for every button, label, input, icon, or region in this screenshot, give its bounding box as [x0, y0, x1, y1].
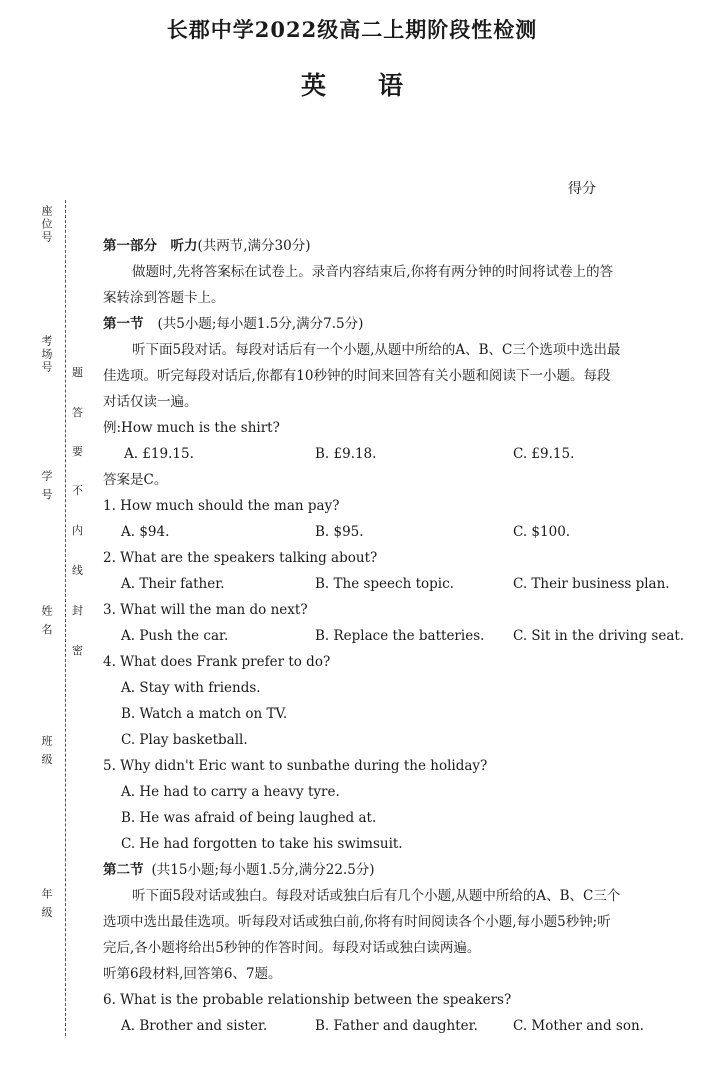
question-5: 5. Why didn't Eric want to sunbathe during the holiday? [103, 758, 488, 774]
q6-option-c: C. Mother and son. [513, 1018, 644, 1034]
q1-option-b: B. $95. [315, 524, 364, 540]
section2-instruction-line: 听下面5段对话或独白。每段对话或独白后有几个小题,从题中所给的A、B、C三个 [132, 888, 621, 904]
warning-char: 密 [72, 644, 83, 657]
example-option-c: C. £9.15. [513, 446, 575, 462]
question-3: 3. What will the man do next? [103, 602, 308, 618]
warning-char: 答 [72, 406, 83, 419]
section1-heading [103, 315, 363, 333]
q3-option-c: C. Sit in the driving seat. [513, 628, 685, 644]
seat-number-label: 座位号 [40, 205, 53, 244]
warning-char: 封 [72, 604, 83, 617]
q5-option-c: C. He had forgotten to take his swimsuit. [121, 836, 403, 852]
section1-heading-text: 第一节 [103, 316, 144, 332]
section2-instruction-line: 完后,各小题将给出5秒钟的作答时间。每段对话或独白读两遍。 [103, 940, 481, 956]
part1-heading-note: (共两节,满分30分) [197, 238, 311, 254]
example-answer: 答案是C。 [103, 472, 168, 488]
warning-char: 内 [72, 524, 83, 537]
class-label: 班 级 [40, 735, 53, 767]
q3-option-a: A. Push the car. [121, 628, 229, 644]
q2-option-c: C. Their business plan. [513, 576, 670, 592]
part1-heading [103, 237, 311, 255]
q5-option-a: A. He had to carry a heavy tyre. [121, 784, 340, 800]
q5-option-b: B. He was afraid of being laughed at. [121, 810, 377, 826]
question-4: 4. What does Frank prefer to do? [103, 654, 331, 670]
name-label: 姓 名 [40, 605, 53, 637]
part1-heading-text: 第一部分 听力 [103, 238, 198, 254]
example-option-a: A. £19.15. [124, 446, 194, 462]
question-6: 6. What is the probable relationship between the speakers? [103, 992, 512, 1008]
section1-instruction-line: 对话仅读一遍。 [103, 394, 198, 410]
q1-option-c: C. $100. [513, 524, 571, 540]
q3-option-b: B. Replace the batteries. [315, 628, 485, 644]
subject-title [0, 66, 704, 102]
part1-intro-line: 做题时,先将答案标在试卷上。录音内容结束后,你将有两分钟的时间将试卷上的答 [132, 264, 614, 280]
part1-intro-line: 案转涂到答题卡上。 [103, 290, 225, 306]
section1-heading-note: (共5小题;每小题1.5分,满分7.5分) [157, 316, 364, 332]
section1-instruction-line: 听下面5段对话。每段对话后有一个小题,从题中所给的A、B、C三个选项中选出最 [132, 342, 621, 358]
subject-char-2: 语 [378, 71, 404, 100]
section2-heading-text: 第二节 [103, 862, 144, 878]
score-label: 得分 [568, 181, 596, 197]
grade-label: 年 级 [40, 888, 53, 920]
q4-option-a: A. Stay with friends. [121, 680, 261, 696]
exam-room-label: 考场号 [40, 335, 53, 374]
warning-char: 不 [72, 484, 83, 497]
warning-char: 线 [72, 564, 83, 577]
warning-char: 要 [72, 445, 83, 458]
q6-option-a: A. Brother and sister. [121, 1018, 268, 1034]
binding-line [65, 200, 66, 1036]
material-note: 听第6段材料,回答第6、7题。 [103, 966, 282, 982]
subject-char-1: 英 [300, 71, 326, 100]
section2-instruction-line: 选项中选出最佳选项。听每段对话或独白前,你将有时间阅读各个小题,每小题5秒钟;听 [103, 914, 611, 930]
section1-instruction-line: 佳选项。听完每段对话后,你都有10秒钟的时间来回答有关小题和阅读下一小题。每段 [103, 368, 611, 384]
question-1: 1. How much should the man pay? [103, 498, 340, 514]
example-question: 例:How much is the shirt? [103, 420, 280, 436]
q4-option-c: C. Play basketball. [121, 732, 248, 748]
q6-option-b: B. Father and daughter. [315, 1018, 478, 1034]
q4-option-b: B. Watch a match on TV. [121, 706, 288, 722]
warning-char: 题 [72, 366, 83, 379]
example-option-b: B. £9.18. [315, 446, 377, 462]
page-title: 长郡中学2022级高二上期阶段性检测 [166, 17, 538, 42]
q2-option-b: B. The speech topic. [315, 576, 454, 592]
q1-option-a: A. $94. [121, 524, 170, 540]
section2-heading-note: (共15小题;每小题1.5分,满分22.5分) [151, 862, 375, 878]
section2-heading [103, 861, 375, 879]
student-id-label: 学 号 [40, 470, 53, 502]
question-2: 2. What are the speakers talking about? [103, 550, 378, 566]
q2-option-a: A. Their father. [121, 576, 225, 592]
